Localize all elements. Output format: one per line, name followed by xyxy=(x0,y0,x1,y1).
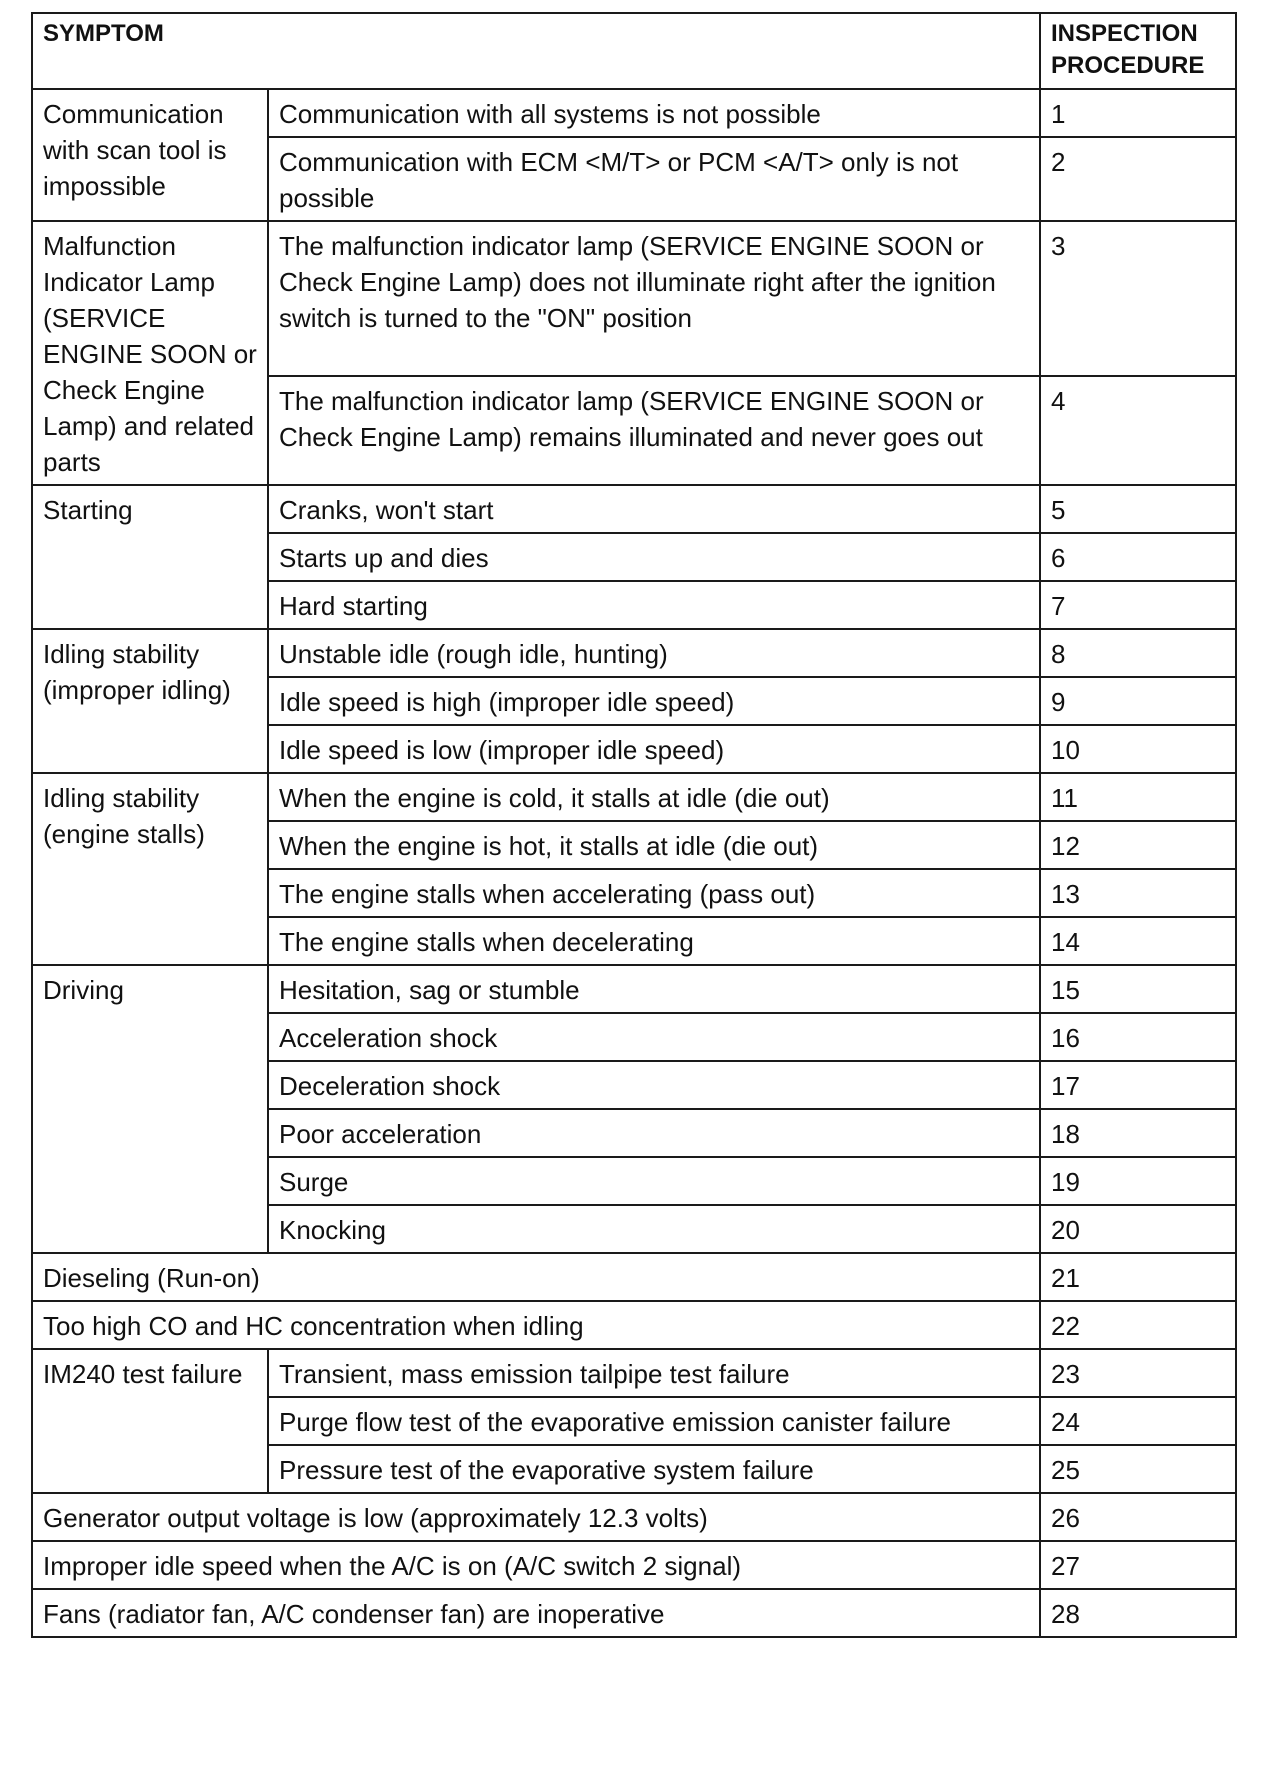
procedure-cell: 23 xyxy=(1040,1349,1236,1397)
category-cell: Idling stability (improper idling) xyxy=(32,629,268,773)
procedure-cell: 16 xyxy=(1040,1013,1236,1061)
symptom-cell: The malfunction indicator lamp (SERVICE ENGINE SOON or Check Engine Lamp) remains illuminated and never goes out xyxy=(268,376,1040,485)
table-row xyxy=(32,1301,1236,1349)
symptom-cell: Knocking xyxy=(268,1205,1040,1253)
symptom-cell: Communication with ECM <M/T> or PCM <A/T> only is not possible xyxy=(268,137,1040,221)
symptom-cell: Communication with all systems is not possible xyxy=(268,89,1040,137)
symptom-cell: Surge xyxy=(268,1157,1040,1205)
procedure-cell: 1 xyxy=(1040,89,1236,137)
procedure-cell: 13 xyxy=(1040,869,1236,917)
procedure-cell: 10 xyxy=(1040,725,1236,773)
procedure-cell: 3 xyxy=(1040,221,1236,376)
category-cell: Idling stability (engine stalls) xyxy=(32,773,268,965)
procedure-cell: 22 xyxy=(1040,1301,1236,1349)
procedure-cell: 6 xyxy=(1040,533,1236,581)
procedure-cell: 9 xyxy=(1040,677,1236,725)
table-row xyxy=(32,89,1236,137)
table-row xyxy=(32,1541,1236,1589)
symptom-cell: Hesitation, sag or stumble xyxy=(268,965,1040,1013)
procedure-cell: 18 xyxy=(1040,1109,1236,1157)
symptom-cell: When the engine is hot, it stalls at idle (die out) xyxy=(268,821,1040,869)
procedure-cell: 4 xyxy=(1040,376,1236,485)
procedure-cell: 21 xyxy=(1040,1253,1236,1301)
category-cell: IM240 test failure xyxy=(32,1349,268,1493)
symptom-cell: Unstable idle (rough idle, hunting) xyxy=(268,629,1040,677)
symptom-cell: When the engine is cold, it stalls at idle (die out) xyxy=(268,773,1040,821)
symptom-table xyxy=(31,12,1237,1638)
procedure-cell: 12 xyxy=(1040,821,1236,869)
table-row xyxy=(32,965,1236,1013)
table-body xyxy=(32,89,1236,1637)
category-cell: Starting xyxy=(32,485,268,629)
symptom-cell: The engine stalls when decelerating xyxy=(268,917,1040,965)
procedure-cell: 8 xyxy=(1040,629,1236,677)
procedure-cell: 19 xyxy=(1040,1157,1236,1205)
procedure-cell: 26 xyxy=(1040,1493,1236,1541)
procedure-cell: 24 xyxy=(1040,1397,1236,1445)
symptom-cell: Pressure test of the evaporative system failure xyxy=(268,1445,1040,1493)
table-row xyxy=(32,629,1236,677)
symptom-cell: Acceleration shock xyxy=(268,1013,1040,1061)
symptom-cell: Fans (radiator fan, A/C condenser fan) are inoperative xyxy=(32,1589,1040,1637)
category-cell: Driving xyxy=(32,965,268,1253)
procedure-cell: 5 xyxy=(1040,485,1236,533)
category-cell: Communication with scan tool is impossible xyxy=(32,89,268,221)
symptom-cell: Poor acceleration xyxy=(268,1109,1040,1157)
procedure-cell: 7 xyxy=(1040,581,1236,629)
symptom-cell: Hard starting xyxy=(268,581,1040,629)
symptom-header: SYMPTOM xyxy=(32,13,1040,89)
procedure-cell: 17 xyxy=(1040,1061,1236,1109)
procedure-cell: 25 xyxy=(1040,1445,1236,1493)
symptom-cell: Idle speed is low (improper idle speed) xyxy=(268,725,1040,773)
procedure-cell: 14 xyxy=(1040,917,1236,965)
symptom-cell: Starts up and dies xyxy=(268,533,1040,581)
procedure-cell: 11 xyxy=(1040,773,1236,821)
symptom-cell: Cranks, won't start xyxy=(268,485,1040,533)
inspection-procedure-header: INSPECTION PROCEDURE xyxy=(1040,13,1236,89)
table-row xyxy=(32,1493,1236,1541)
table-row xyxy=(32,1253,1236,1301)
table-row xyxy=(32,1349,1236,1397)
symptom-cell: Transient, mass emission tailpipe test failure xyxy=(268,1349,1040,1397)
procedure-cell: 27 xyxy=(1040,1541,1236,1589)
symptom-cell: Generator output voltage is low (approximately 12.3 volts) xyxy=(32,1493,1040,1541)
category-cell: Malfunction Indicator Lamp (SERVICE ENGINE SOON or Check Engine Lamp) and related parts xyxy=(32,221,268,485)
symptom-cell: Improper idle speed when the A/C is on (A/C switch 2 signal) xyxy=(32,1541,1040,1589)
symptom-cell: Dieseling (Run-on) xyxy=(32,1253,1040,1301)
procedure-cell: 20 xyxy=(1040,1205,1236,1253)
table-row xyxy=(32,485,1236,533)
procedure-cell: 28 xyxy=(1040,1589,1236,1637)
table-row xyxy=(32,221,1236,376)
table-row xyxy=(32,773,1236,821)
procedure-cell: 15 xyxy=(1040,965,1236,1013)
symptom-cell: Deceleration shock xyxy=(268,1061,1040,1109)
symptom-cell: The engine stalls when accelerating (pass out) xyxy=(268,869,1040,917)
table-header-row xyxy=(32,13,1236,89)
symptom-cell: Purge flow test of the evaporative emission canister failure xyxy=(268,1397,1040,1445)
table-row xyxy=(32,1589,1236,1637)
symptom-cell: The malfunction indicator lamp (SERVICE ENGINE SOON or Check Engine Lamp) does not illuminate right after the ignition switch is turned to the "ON" position xyxy=(268,221,1040,376)
symptom-cell: Too high CO and HC concentration when idling xyxy=(32,1301,1040,1349)
symptom-cell: Idle speed is high (improper idle speed) xyxy=(268,677,1040,725)
procedure-cell: 2 xyxy=(1040,137,1236,221)
